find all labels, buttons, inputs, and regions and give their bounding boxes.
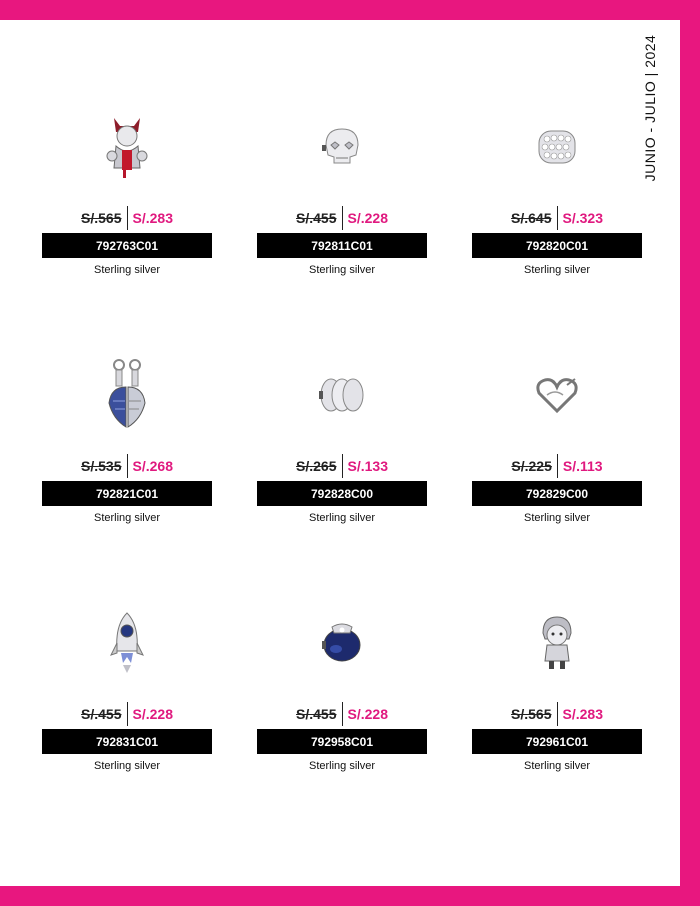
original-price: S/.565 (511, 706, 552, 722)
skull-charm-icon (257, 102, 427, 192)
sale-price: S/.228 (347, 210, 388, 226)
product-code: 792811C01 (257, 233, 427, 258)
product-material: Sterling silver (523, 760, 591, 772)
price-row (472, 205, 642, 231)
original-price: S/.455 (296, 210, 337, 226)
catalog-period-label: JUNIO - JULIO | 2024 (642, 34, 658, 182)
original-price: S/.225 (511, 458, 552, 474)
product-material: Sterling silver (523, 264, 591, 276)
product-code: 792961C01 (472, 729, 642, 754)
villain-charm-icon (42, 102, 212, 192)
product-material: Sterling silver (93, 512, 161, 524)
price-row (42, 453, 212, 479)
sale-price: S/.113 (562, 458, 603, 474)
product-material: Sterling silver (308, 264, 376, 276)
pave-charm-icon (472, 102, 642, 192)
sale-price: S/.133 (347, 458, 388, 474)
sale-price: S/.228 (347, 706, 388, 722)
original-price: S/.645 (511, 210, 552, 226)
product-code: 792831C01 (42, 729, 212, 754)
heart-charm-icon (472, 350, 642, 440)
price-row (42, 701, 212, 727)
sale-price: S/.323 (562, 210, 603, 226)
product-code: 792828C00 (257, 481, 427, 506)
product-code: 792763C01 (42, 233, 212, 258)
product-material: Sterling silver (308, 760, 376, 772)
price-row (472, 453, 642, 479)
price-row (257, 205, 427, 231)
sale-price: S/.268 (132, 458, 173, 474)
flower-clip-charm-icon (257, 350, 427, 440)
product-material: Sterling silver (523, 512, 591, 524)
price-row (257, 701, 427, 727)
rocket-charm-icon (42, 598, 212, 688)
blue-murano-charm-icon (257, 598, 427, 688)
product-code: 792821C01 (42, 481, 212, 506)
original-price: S/.535 (81, 458, 122, 474)
original-price: S/.455 (81, 706, 122, 722)
product-code: 792820C01 (472, 233, 642, 258)
price-row (472, 701, 642, 727)
product-code: 792829C00 (472, 481, 642, 506)
original-price: S/.265 (296, 458, 337, 474)
price-row (42, 205, 212, 231)
original-price: S/.455 (296, 706, 337, 722)
character-charm-icon (472, 598, 642, 688)
product-code: 792958C01 (257, 729, 427, 754)
product-material: Sterling silver (93, 264, 161, 276)
sale-price: S/.283 (562, 706, 603, 722)
price-row (257, 453, 427, 479)
wing-charm-icon (42, 350, 212, 440)
product-material: Sterling silver (308, 512, 376, 524)
sale-price: S/.283 (132, 210, 173, 226)
product-material: Sterling silver (93, 760, 161, 772)
original-price: S/.565 (81, 210, 122, 226)
sale-price: S/.228 (132, 706, 173, 722)
